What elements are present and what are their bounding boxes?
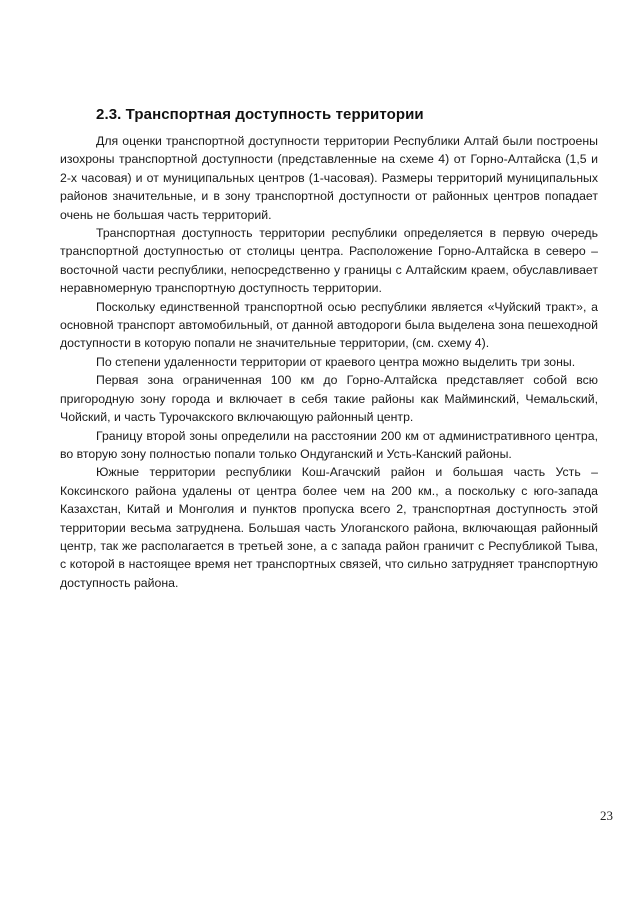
page-number: 23 [600,808,613,823]
section-heading: 2.3. Транспортная доступность территории [96,106,424,123]
paragraph-second-zone: Границу второй зоны определили на расстоянии 200 км от административного центра, во вторую зону полностью попали только Ондуганский и Усть-Канский районы. [60,428,598,461]
paragraph-southern-territories: Южные территории республики Кош-Агачский район и большая часть Усть – Коксинского района удалены от центра более чем на 200 км., а поскольку с юго-запада Казахстан, Китай и Монголия и пунктов пропуска всего 2, транспортная доступность этой территории весьма затруднена. Большая часть Улоганского района, включающая районный центр, так же располагается в третьей зоне, а с запада район граничит с Республикой Тыва, с которой в настоящее время нет транспортных связей, что сильно затрудняет транспортную доступность района. [60,465,598,590]
paragraph-three-zones: По степени удаленности территории от краевого центра можно выделить три зоны. [96,354,576,369]
paragraph-first-zone: Первая зона ограниченная 100 км до Горно-Алтайска представляет собой всю пригородную зону города и включает в себя такие районы как Майминский, Чемальский, Чойский, и часть Турочакского включающую районный центр. [60,373,598,425]
paragraph-chuysky-tract: Поскольку единственной транспортной осью республики является «Чуйский тракт», а основной транспорт автомобильный, от данной автодороги была выделена зона пешеходной доступности в которую попали не значительные территории, (см. схему 4). [60,299,598,351]
paragraph-capital-access: Транспортная доступность территории республики определяется в первую очередь транспортной доступностью от столицы центра. Расположение Горно-Алтайска в северо – восточной части республики, непосредственно у границы с Алтайским краем, обуславливает неравномерную транспортную доступность территории. [60,226,598,296]
section-body [60,132,598,592]
paragraph-isochrones: Для оценки транспортной доступности территории Республики Алтай были построены изохроны транспортной доступности (представленные на схеме 4) от Горно-Алтайска (1,5 и 2-х часовая) и от муниципальных центров (1-часовая). Размеры территорий муниципальных районов значительные, и в зону транспортной доступности от районных центров попадает очень не большая часть территорий. [60,134,598,222]
